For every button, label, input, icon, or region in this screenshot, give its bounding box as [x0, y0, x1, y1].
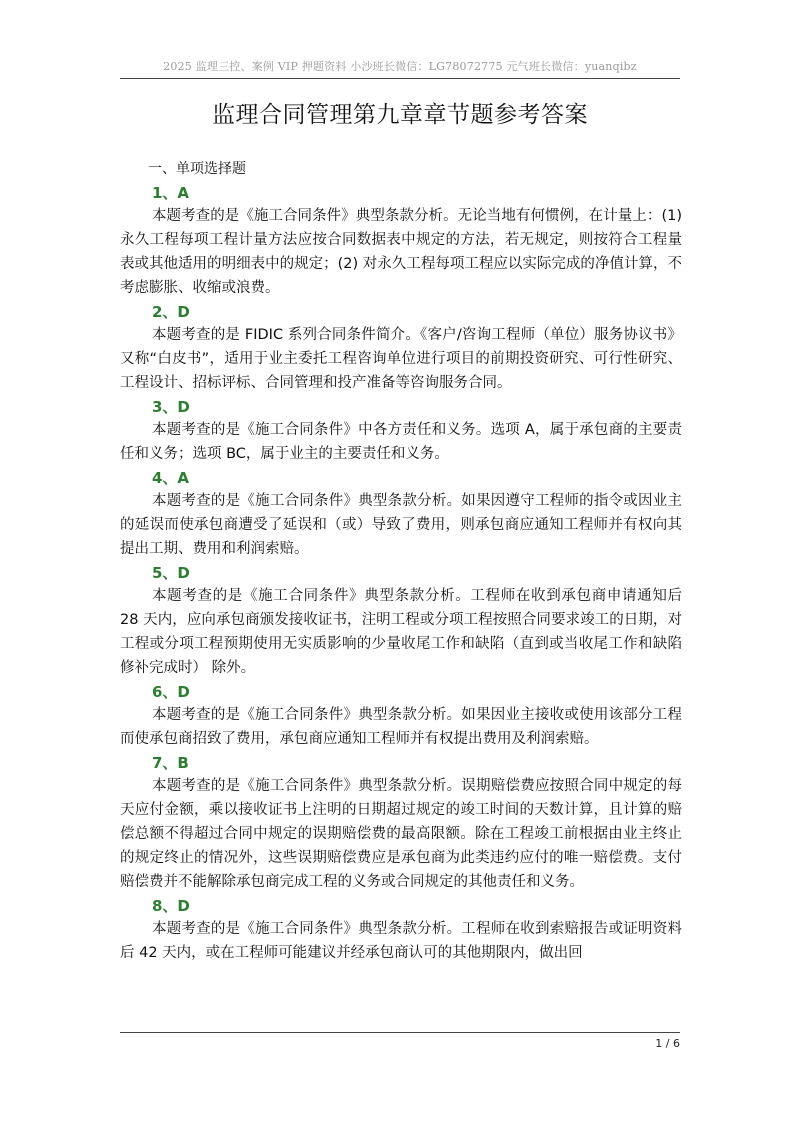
page-footer	[120, 1032, 680, 1050]
question-answer-id: 4、A	[152, 469, 190, 487]
header-watermark-text: 2025 监理三控、案例 VIP 押题资料 小沙班长微信：LG78072775 元气班长微信：yuanqibz	[163, 60, 637, 73]
question-answer-id: 3、D	[152, 398, 190, 416]
question-explanation: 本题考查的是《施工合同条件》典型条款分析。误期赔偿费应按照合同中规定的每天应付金额，乘以接收证书上注明的日期超过规定的竣工时间的天数计算，且计算的赔偿总额不得超过合同中规定的误期赔偿费的最高限额。除在工程竣工前根据由业主终止的规定终止的情况外，这些误期赔偿费应是承包商为此类违约应付的唯一赔偿费。支付赔偿费并不能解除承包商完成工程的义务或合同规定的其他责任和义务。	[120, 778, 682, 890]
page-header	[120, 52, 680, 79]
question-answer-id: 8、D	[152, 897, 190, 915]
document-body	[120, 158, 682, 966]
question-block	[120, 895, 682, 965]
question-explanation: 本题考查的是《施工合同条件》典型条款分析。工程师在收到承包商申请通知后 28 天内，应向承包商颁发接收证书，注明工程或分项工程按照合同要求竣工的日期，对工程或分项工程预期使用无实质影响的少量收尾工作和缺陷（直到或当收尾工作和缺陷修补完成时） 除外。	[120, 588, 682, 676]
question-block	[120, 301, 682, 395]
question-explanation: 本题考查的是《施工合同条件》典型条款分析。工程师在收到索赔报告或证明资料后 42 天内，或在工程师可能建议并经承包商认可的其他期限内，做出回	[120, 921, 682, 961]
question-block	[120, 396, 682, 466]
question-answer-id: 7、B	[152, 754, 189, 772]
question-block	[120, 681, 682, 751]
question-block	[120, 182, 682, 300]
question-block	[120, 467, 682, 561]
question-explanation: 本题考查的是《施工合同条件》典型条款分析。如果因业主接收或使用该部分工程而使承包商招致了费用，承包商应通知工程师并有权提出费用及利润索赔。	[120, 707, 682, 747]
section-heading: 一、单项选择题	[148, 161, 246, 177]
question-block	[120, 562, 682, 680]
page-number: 1 / 6	[655, 1037, 680, 1050]
question-explanation: 本题考查的是 FIDIC 系列合同条件简介。《客户/咨询工程师（单位）服务协议书》又称“白皮书”，适用于业主委托工程咨询单位进行项目的前期投资研究、可行性研究、工程设计、招标评标、合同管理和投产准备等咨询服务合同。	[120, 327, 682, 391]
question-explanation: 本题考查的是《施工合同条件》典型条款分析。如果因遵守工程师的指令或因业主的延误而使承包商遭受了延误和（或）导致了费用，则承包商应通知工程师并有权向其提出工期、费用和利润索赔。	[120, 493, 682, 557]
question-answer-id: 5、D	[152, 564, 190, 582]
question-answer-id: 1、A	[152, 184, 190, 202]
question-answer-id: 2、D	[152, 303, 190, 321]
question-explanation: 本题考查的是《施工合同条件》中各方责任和义务。选项 A，属于承包商的主要责任和义务；选项 BC，属于业主的主要责任和义务。	[120, 422, 682, 462]
question-explanation: 本题考查的是《施工合同条件》典型条款分析。无论当地有何惯例，在计量上：(1) 永久工程每项工程计量方法应按合同数据表中规定的方法，若无规定，则按符合工程量表或其他适用的明细表中的规定；(2) 对永久工程每项工程应以实际完成的净值计算，不考虑膨胀、收缩或浪费。	[120, 208, 682, 296]
question-answer-id: 6、D	[152, 683, 190, 701]
document-title: 监理合同管理第九章章节题参考答案	[212, 102, 588, 128]
question-block	[120, 752, 682, 894]
